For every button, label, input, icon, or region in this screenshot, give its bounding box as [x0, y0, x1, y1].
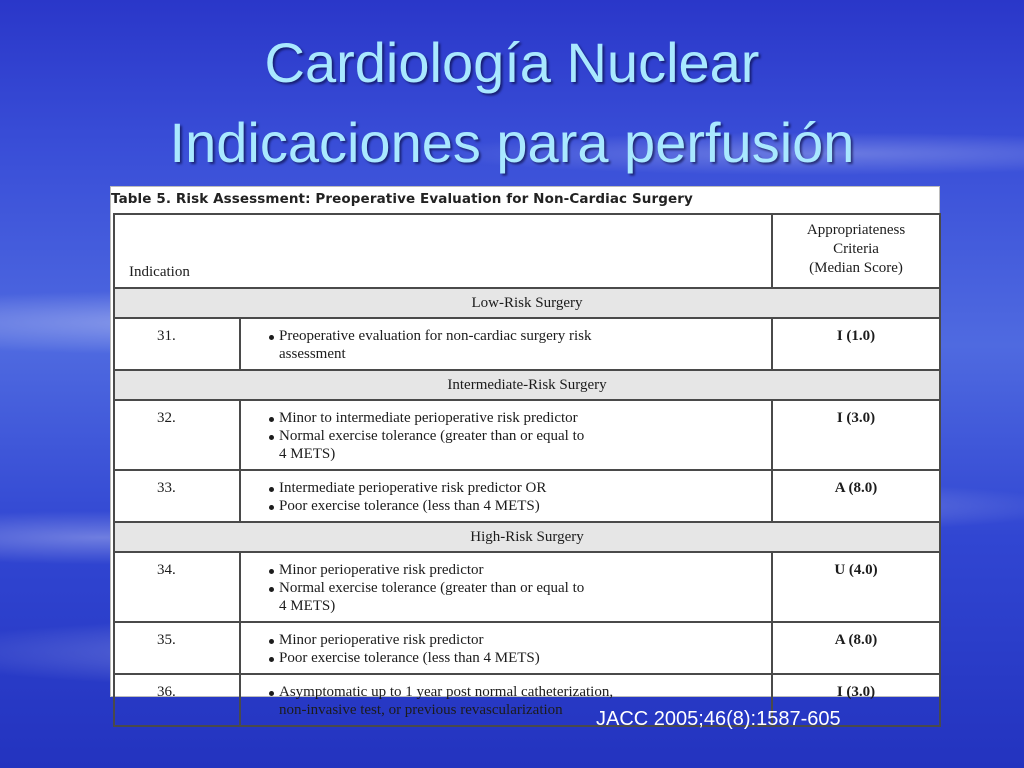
row-bullet: Asymptomatic up to 1 year post normal catheterization, — [267, 683, 771, 701]
row-bullet: Preoperative evaluation for non-cardiac surgery risk — [267, 327, 771, 345]
section-row-low-risk — [114, 288, 940, 318]
header-criteria-line1: Appropriateness — [806, 222, 906, 238]
table-row — [114, 622, 940, 674]
table-row — [114, 400, 940, 470]
row-number: 32. — [114, 400, 240, 470]
row-number: 31. — [114, 318, 240, 370]
row-indication — [240, 318, 772, 370]
row-bullet: Intermediate perioperative risk predictor OR — [267, 479, 771, 497]
row-indication — [240, 622, 772, 674]
row-score: I (3.0) — [772, 400, 940, 470]
risk-assessment-table-image — [110, 186, 940, 718]
header-criteria-line2: Criteria — [833, 241, 879, 257]
table-caption: Table 5. Risk Assessment: Preoperative Evaluation for Non-Cardiac Surgery — [111, 191, 693, 207]
row-bullet: Minor perioperative risk predictor — [267, 561, 771, 579]
row-score: I (1.0) — [772, 318, 940, 370]
section-row-intermediate-risk — [114, 370, 940, 400]
row-score: A (8.0) — [772, 622, 940, 674]
table-row — [114, 470, 940, 522]
table-row — [114, 552, 940, 622]
section-title: Intermediate-Risk Surgery — [114, 370, 940, 400]
row-number: 34. — [114, 552, 240, 622]
row-bullet-continuation: 4 METS) — [279, 446, 336, 462]
citation-source: JACC 2005;46(8):1587-605 — [596, 708, 841, 730]
risk-assessment-table — [113, 213, 941, 727]
slide-title-line1: Cardiología Nuclear — [264, 31, 760, 94]
section-title: High-Risk Surgery — [114, 522, 940, 552]
row-indication — [240, 470, 772, 522]
row-bullet-continuation: non-invasive test, or previous revascularization — [279, 702, 563, 718]
slide-title-line2: Indicaciones para perfusión — [169, 111, 855, 174]
row-bullet: Minor perioperative risk predictor — [267, 631, 771, 649]
row-score: U (4.0) — [772, 552, 940, 622]
row-bullet: Normal exercise tolerance (greater than or equal to — [267, 427, 771, 445]
row-indication — [240, 400, 772, 470]
row-number: 33. — [114, 470, 240, 522]
row-bullet: Poor exercise tolerance (less than 4 METS) — [267, 497, 771, 515]
table-row — [114, 318, 940, 370]
header-criteria-line3: (Median Score) — [809, 260, 903, 276]
row-indication — [240, 552, 772, 622]
row-bullet: Normal exercise tolerance (greater than or equal to — [267, 579, 771, 597]
row-number: 35. — [114, 622, 240, 674]
section-title: Low-Risk Surgery — [114, 288, 940, 318]
row-score: A (8.0) — [772, 470, 940, 522]
row-bullet-continuation: 4 METS) — [279, 598, 336, 614]
row-number: 36. — [114, 674, 240, 726]
section-row-high-risk — [114, 522, 940, 552]
table-header-row — [114, 214, 940, 288]
row-bullet-continuation: assessment — [279, 346, 346, 362]
row-score: I (3.0) — [772, 674, 940, 726]
row-bullet: Poor exercise tolerance (less than 4 METS) — [267, 649, 771, 667]
header-indication: Indication — [114, 214, 772, 288]
header-criteria — [772, 214, 940, 288]
row-bullet: Minor to intermediate perioperative risk predictor — [267, 409, 771, 427]
